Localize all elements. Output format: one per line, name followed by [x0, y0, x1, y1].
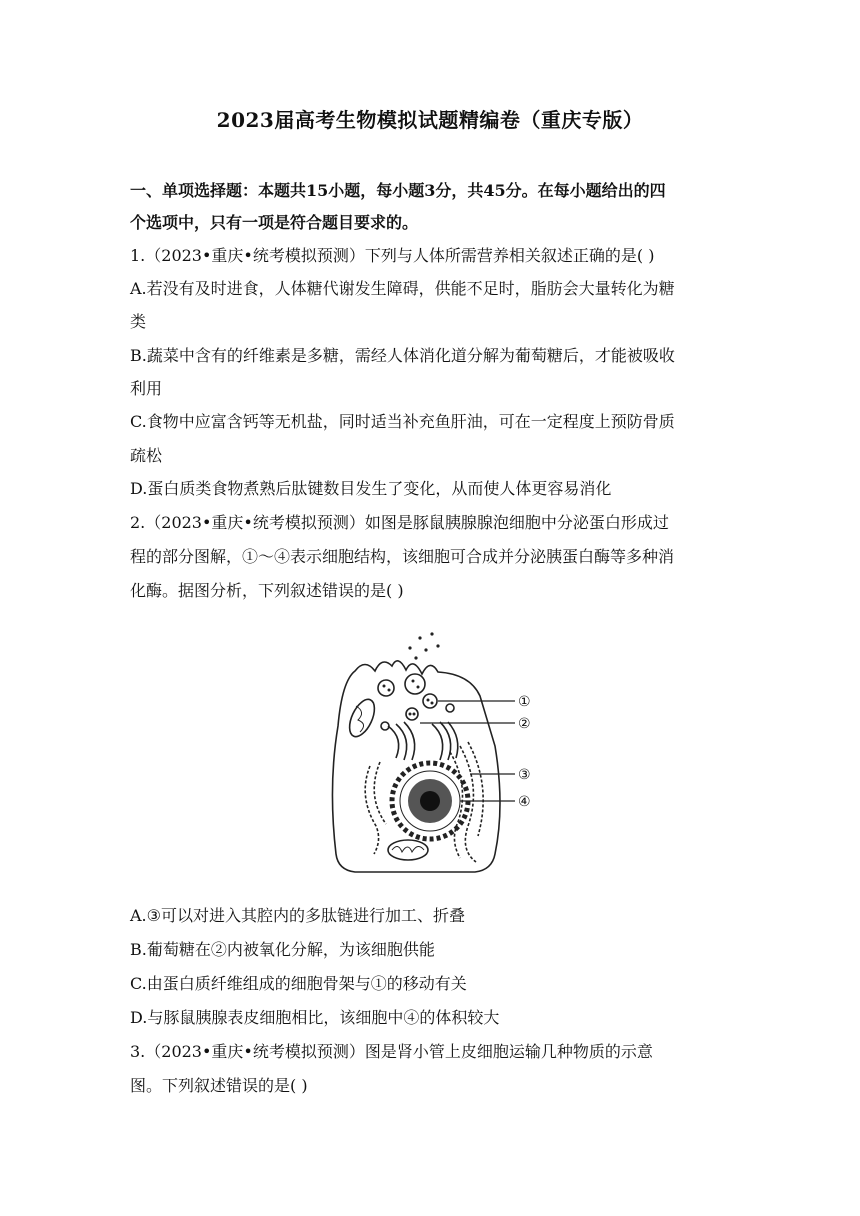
q1-option-b-line2: 利用	[130, 379, 163, 398]
label-4: ④	[518, 794, 531, 810]
q2-stem-line3: 化酶。据图分析，下列叙述错误的是( )	[130, 581, 404, 600]
label-1: ①	[518, 694, 531, 710]
page-title: 2023届高考生物模拟试题精编卷（重庆专版）	[216, 108, 644, 132]
cell-diagram	[310, 626, 550, 881]
label-3: ③	[518, 767, 531, 783]
q1-option-d: D.蛋白质类食物煮熟后肽键数目发生了变化，从而使人体更容易消化	[130, 479, 612, 498]
section-heading-line2: 个选项中，只有一项是符合题目要求的。	[130, 213, 419, 232]
q1-option-a-line2: 类	[130, 312, 147, 331]
q1-option-a-line1: A.若没有及时进食，人体糖代谢发生障碍，供能不足时，脂肪会大量转化为糖	[130, 279, 675, 298]
q1-option-b-line1: B.蔬菜中含有的纤维素是多糖，需经人体消化道分解为葡萄糖后，才能被吸收	[130, 346, 675, 365]
q2-stem-line1: 2.（2023•重庆•统考模拟预测）如图是豚鼠胰腺腺泡细胞中分泌蛋白形成过	[130, 513, 669, 532]
q1-stem: 1.（2023•重庆•统考模拟预测）下列与人体所需营养相关叙述正确的是( )	[130, 246, 655, 265]
q1-option-c-line1: C.食物中应富含钙等无机盐，同时适当补充鱼肝油，可在一定程度上预防骨质	[130, 412, 675, 431]
q1-option-c-line2: 疏松	[130, 446, 163, 465]
q2-option-d: D.与豚鼠胰腺表皮细胞相比，该细胞中④的体积较大	[130, 1008, 500, 1027]
label-2: ②	[518, 716, 531, 732]
q2-option-b: B.葡萄糖在②内被氧化分解，为该细胞供能	[130, 940, 435, 959]
q2-stem-line2: 程的部分图解，①～④表示细胞结构，该细胞可合成并分泌胰蛋白酶等多种消	[130, 547, 675, 566]
q3-stem-line2: 图。下列叙述错误的是( )	[130, 1076, 308, 1095]
q2-option-a: A.③可以对进入其腔内的多肽链进行加工、折叠	[130, 906, 465, 925]
section-heading-line1: 一、单项选择题：本题共15小题，每小题3分，共45分。在每小题给出的四	[130, 181, 666, 200]
q2-option-c: C.由蛋白质纤维组成的细胞骨架与①的移动有关	[130, 974, 467, 993]
q3-stem-line1: 3.（2023•重庆•统考模拟预测）图是肾小管上皮细胞运输几种物质的示意	[130, 1042, 653, 1061]
